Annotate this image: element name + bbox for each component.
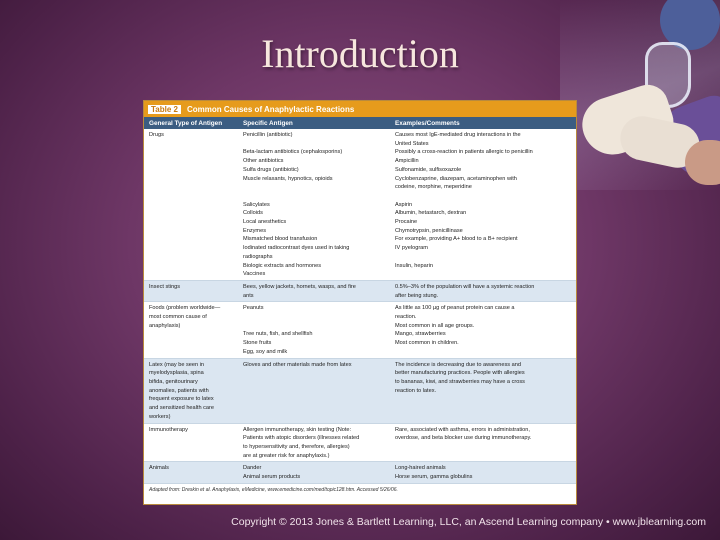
- cell-text: Mango, strawberries: [395, 331, 446, 338]
- cell-text: bifida, genitourinary: [149, 378, 198, 385]
- cell-text: Albumin, hetastarch, dextran: [395, 210, 467, 217]
- cell-examples: [391, 302, 574, 357]
- cell-text: Muscle relaxants, hypnotics, opioids: [243, 175, 333, 182]
- cell-text: reaction to latex.: [395, 387, 437, 394]
- cell-text: Bees, yellow jackets, hornets, wasps, and fire: [243, 283, 356, 290]
- cell-text: Chymotrypsin, penicillinase: [395, 227, 463, 234]
- cell-text: Insulin, heparin: [395, 262, 433, 269]
- table-row: [144, 359, 576, 424]
- cell-text: codeine, morphine, meperidine: [395, 184, 472, 191]
- cell-text: Animals: [149, 465, 169, 472]
- cell-text: most common cause of: [149, 314, 207, 321]
- cell-text: IV pyelogram: [395, 245, 428, 252]
- column-header-specific: Specific Antigen: [243, 119, 293, 127]
- cell-specific-antigen: [239, 462, 391, 482]
- cell-text: Cyclobenzaprine, diazepam, acetaminophen with: [395, 175, 517, 182]
- cell-text: Other antibiotics: [243, 158, 284, 165]
- cell-text: Biologic extracts and hormones: [243, 262, 322, 269]
- cell-text: and sensitized health care: [149, 405, 214, 412]
- table-row: [144, 462, 576, 483]
- cell-text: Horse serum, gamma globulins: [395, 474, 473, 481]
- cell-specific-antigen: [239, 302, 391, 357]
- cell-text: Sulfa drugs (antibiotic): [243, 166, 299, 173]
- cell-text: Dander: [243, 465, 262, 472]
- table-caption-bar: [144, 101, 576, 117]
- cell-text: Mismatched blood transfusion: [243, 236, 318, 243]
- patient-face-shape: [685, 140, 720, 185]
- cell-text: Ampicillin: [395, 158, 419, 165]
- cell-text: to hypersensitivity and, therefore, allergies): [243, 443, 350, 450]
- cell-examples: [391, 424, 574, 462]
- cell-examples: [391, 281, 574, 301]
- cell-text: reaction.: [395, 314, 417, 321]
- slide-title: Introduction: [261, 31, 459, 76]
- column-header-examples: Examples/Comments: [395, 119, 460, 127]
- column-header-row: [144, 117, 576, 129]
- cell-examples: [391, 462, 574, 482]
- table-number: Table 2: [148, 105, 181, 114]
- cell-antigen-type: [144, 129, 239, 280]
- cell-text: Enzymes: [243, 227, 267, 234]
- cell-text: Salicylates: [243, 201, 270, 208]
- cell-text: Animal serum products: [243, 474, 301, 481]
- blank-line: [243, 313, 391, 322]
- cell-text: better manufacturing practices. People with allergies: [395, 370, 525, 377]
- cell-examples: [391, 129, 574, 280]
- table-footnote: Adapted from: Dreskin et al. Anaphylaxis, eMedicine, www.emedicine.com/med/topic128.htm. Accessed 5/26/06.: [149, 486, 398, 493]
- cell-text: Possibly a cross-reaction in patients allergic to penicillin: [395, 149, 533, 156]
- cell-text: Egg, soy and milk: [243, 348, 288, 355]
- cell-text: anaphylaxis): [149, 322, 181, 329]
- table-row: [144, 129, 576, 281]
- cell-text: Gloves and other materials made from latex: [243, 361, 352, 368]
- copyright-notice: Copyright © 2013 Jones & Bartlett Learning, LLC, an Ascend Learning company • www.jblearning.com: [231, 516, 706, 528]
- cell-text: Aspirin: [395, 201, 413, 208]
- cell-text: myelodysplasia, spina: [149, 370, 204, 377]
- blank-line: [243, 183, 391, 192]
- cell-text: Stone fruits: [243, 340, 272, 347]
- cell-text: Sulfonamide, sulfisoxazole: [395, 166, 462, 173]
- cell-antigen-type: [144, 462, 239, 482]
- cell-text: Beta-lactam antibiotics (cephalosporins): [243, 149, 343, 156]
- blank-line: [395, 253, 574, 262]
- cell-text: 0.5%–3% of the population will have a systemic reaction: [395, 283, 535, 290]
- cell-text: Vaccines: [243, 271, 266, 278]
- cell-antigen-type: [144, 359, 239, 423]
- blank-line: [395, 270, 574, 279]
- cell-text: workers): [149, 413, 171, 420]
- table-caption: Common Causes of Anaphylactic Reactions: [186, 104, 355, 114]
- cell-text: ants: [243, 292, 254, 299]
- cell-antigen-type: [144, 281, 239, 301]
- cell-text: Colloids: [243, 210, 263, 217]
- cell-text: Penicillin (antibiotic): [243, 132, 293, 138]
- cell-text: As little as 100 µg of peanut protein can cause a: [395, 305, 515, 312]
- cell-text: Allergen immunotherapy, skin testing (Note:: [243, 426, 352, 433]
- cell-text: For example, providing A+ blood to a B+ recipient: [395, 236, 518, 243]
- cell-text: Foods (problem worldwide—: [149, 305, 221, 312]
- cell-text: Procaine: [395, 219, 418, 226]
- cell-text: United States: [395, 140, 429, 147]
- blank-line: [243, 192, 391, 201]
- cell-specific-antigen: [239, 129, 391, 280]
- column-header-type: General Type of Antigen: [149, 119, 223, 127]
- cell-text: Most common in children.: [395, 340, 459, 347]
- blank-line: [243, 140, 391, 149]
- cell-text: frequent exposure to latex: [149, 396, 214, 403]
- cell-specific-antigen: [239, 281, 391, 301]
- table-body: [144, 129, 576, 484]
- cell-text: Local anesthetics: [243, 219, 287, 226]
- table-row: [144, 424, 576, 463]
- blank-line: [395, 348, 574, 357]
- cell-text: Iodinated radiocontrast dyes used in taking: [243, 245, 350, 252]
- cell-text: Tree nuts, fish, and shellfish: [243, 331, 313, 338]
- cell-examples: [391, 359, 574, 423]
- cell-text: to bananas, kiwi, and strawberries may have a cross: [395, 378, 525, 385]
- cell-text: Causes most IgE-mediated drug interactions in the: [395, 132, 521, 138]
- cell-text: are at greater risk for anaphylaxis.): [243, 452, 330, 459]
- cell-text: anomalies, patients with: [149, 387, 209, 394]
- table-row: [144, 281, 576, 302]
- cell-text: after being stung.: [395, 292, 439, 299]
- table-row: [144, 302, 576, 358]
- cell-specific-antigen: [239, 424, 391, 462]
- cell-text: Long-haired animals: [395, 465, 446, 472]
- cell-text: Most common in all age groups.: [395, 322, 475, 329]
- cell-text: overdose, and beta blocker use during immunotherapy.: [395, 435, 532, 442]
- blank-line: [243, 322, 391, 331]
- cell-antigen-type: [144, 302, 239, 357]
- cell-text: Drugs: [149, 132, 164, 138]
- anaphylaxis-table: [143, 100, 577, 505]
- cell-text: Rare, associated with asthma, errors in administration,: [395, 426, 530, 433]
- blank-line: [395, 192, 574, 201]
- cell-text: Insect stings: [149, 283, 181, 290]
- cell-text: Peanuts: [243, 305, 264, 312]
- cell-text: Immunotherapy: [149, 426, 188, 433]
- cell-specific-antigen: [239, 359, 391, 423]
- cell-text: The incidence is decreasing due to awareness and: [395, 361, 521, 368]
- cell-antigen-type: [144, 424, 239, 462]
- cell-text: Patients with atopic disorders (illnesses related: [243, 435, 360, 442]
- cell-text: radiographs: [243, 253, 273, 260]
- cell-text: Latex (may be seen in: [149, 361, 205, 368]
- paramedic-photo: [560, 0, 720, 190]
